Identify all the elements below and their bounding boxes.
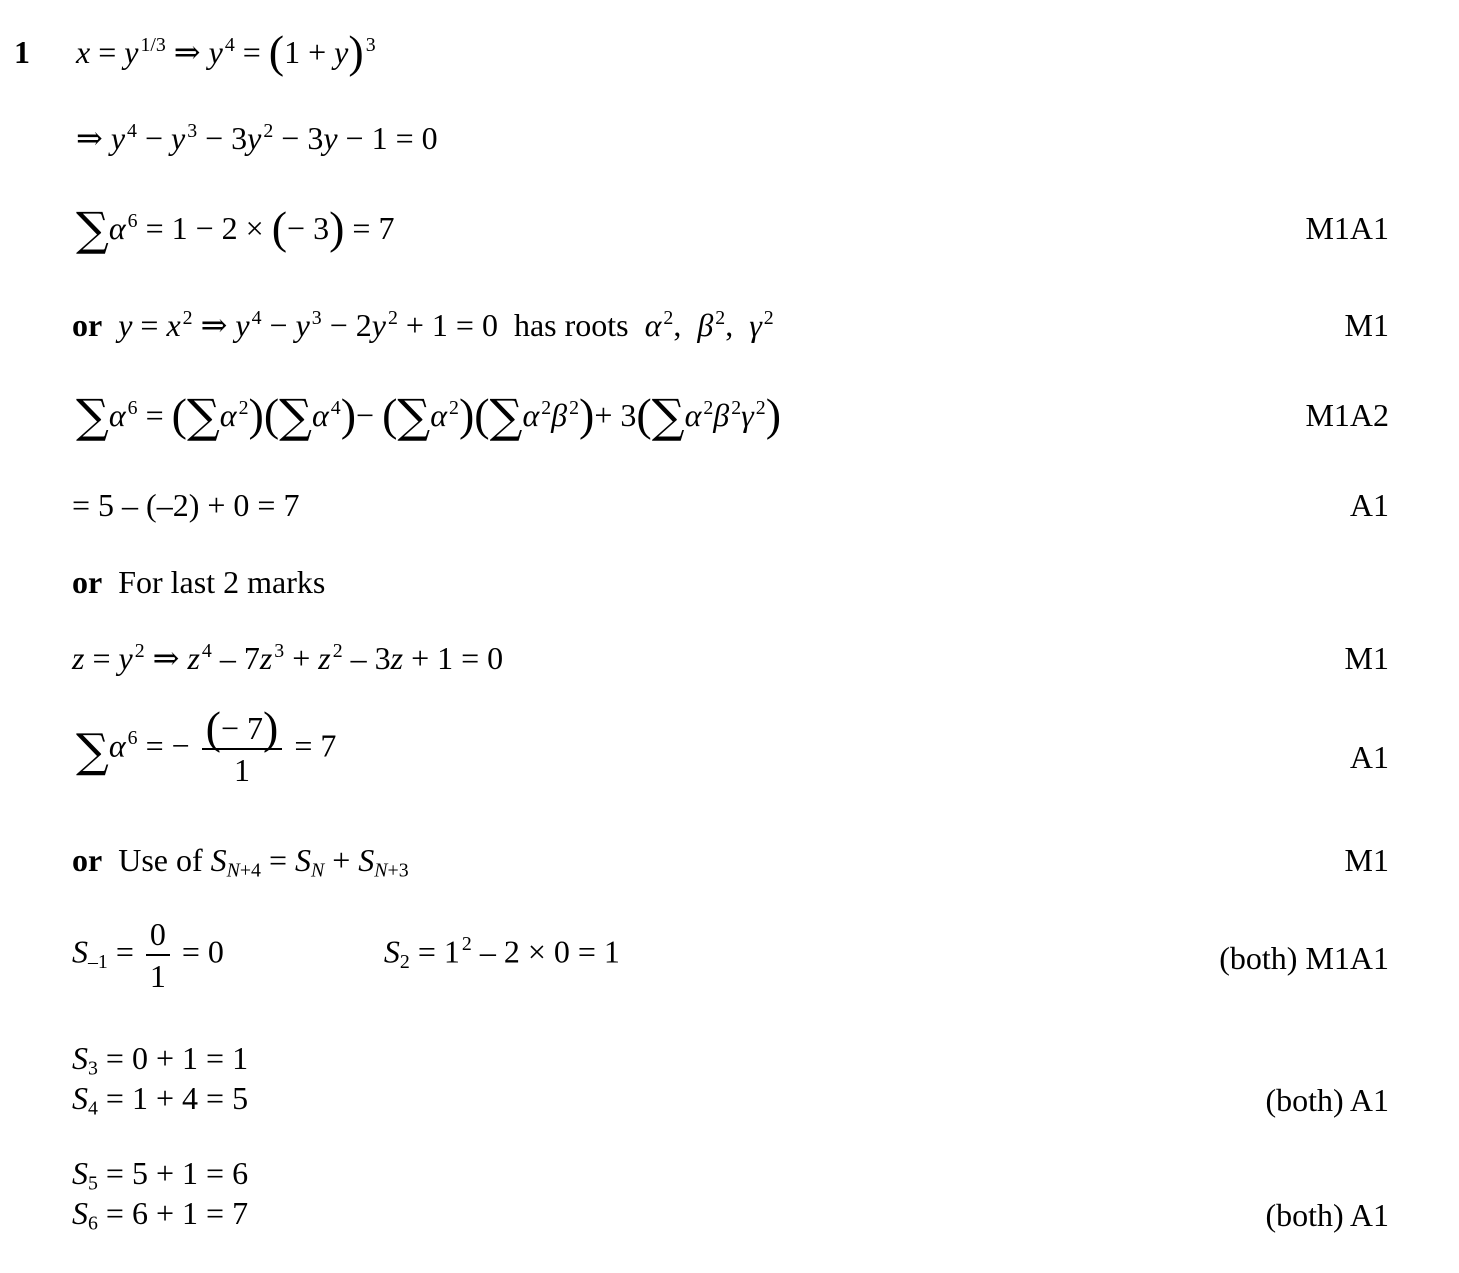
or-label: or bbox=[72, 564, 103, 600]
fraction: $\frac{(- 7)}{1}$ bbox=[202, 712, 283, 786]
line-3: ∑α $^6$ = 1 − 2 × (− 3) = 7 bbox=[76, 202, 395, 256]
mark-line-8: M1 bbox=[1344, 640, 1389, 676]
mark-line-4: M1 bbox=[1344, 307, 1389, 343]
has-roots-text: has roots bbox=[513, 307, 629, 343]
mark-line-6: A1 bbox=[1349, 487, 1389, 523]
line-12a: $S_3 = 0 + 1 = 1$ bbox=[72, 1040, 249, 1080]
fraction: $\frac{0}{1}$ bbox=[146, 918, 170, 992]
mark-line-9: A1 bbox=[1349, 739, 1389, 775]
line-10: or Use of $S_{N+4} = S_N + S_{N+3}$ bbox=[72, 842, 409, 882]
mark-line-12: (both) A1 bbox=[1265, 1082, 1389, 1118]
mark-line-5: M1A2 bbox=[1305, 397, 1389, 433]
mark-line-10: M1 bbox=[1344, 842, 1389, 878]
line-13a: $S_5 = 5 + 1 = 6$ bbox=[72, 1155, 249, 1195]
mark-line-11: (both) M1A1 bbox=[1219, 940, 1389, 976]
line-11: $S_{-1}$ = $\frac{0}{1}$ = 0 $S_2 = 1$ $^2$ – 2 × 0 = 1 bbox=[72, 916, 620, 994]
line-5: ∑α $^6$ = (∑α $^2$)(∑α $^4$)− (∑α $^2$)(∑α $^2$β $^2$)+ 3(∑α $^2$β $^2$γ $^2$) bbox=[76, 389, 782, 443]
line-8: z = y $^2$ ⇒ z $^4$ – 7z $^3$ + z $^2$ – 3z + 1 = 0 bbox=[72, 639, 504, 676]
line-4: or y = x $^2$ ⇒ y $^4$ − y $^3$ − 2y $^2$ + 1 = 0 has roots α $^2$, β $^2$, γ $^2$ bbox=[72, 306, 774, 343]
or-label: or bbox=[72, 842, 103, 878]
line-12b: $S_4 = 1 + 4 = 5$ bbox=[72, 1080, 249, 1120]
line-2: ⇒ y $^4$ − y $^3$ − 3y $^2$ − 3y − 1 = 0 bbox=[76, 119, 438, 156]
line-6: = 5 – (–2) + 0 = 7 bbox=[72, 487, 300, 523]
for-last-text: For last 2 marks bbox=[118, 564, 326, 600]
use-of-text: Use of bbox=[118, 842, 203, 878]
line-9: ∑α $^6$ = − $\frac{(- 7)}{1}$ = 7 bbox=[76, 702, 337, 788]
line-7 bbox=[72, 560, 325, 604]
mark-line-3: M1A1 bbox=[1305, 210, 1389, 246]
question-number: 1 bbox=[14, 34, 30, 70]
mark-line-13: (both) A1 bbox=[1265, 1197, 1389, 1233]
line-1: x = y $^{1/3}$ ⇒ y $^4$ = (1 + y) $^3$ bbox=[76, 26, 376, 77]
or-label: or bbox=[72, 307, 103, 343]
line-13b: $S_6 = 6 + 1 = 7$ bbox=[72, 1195, 249, 1235]
